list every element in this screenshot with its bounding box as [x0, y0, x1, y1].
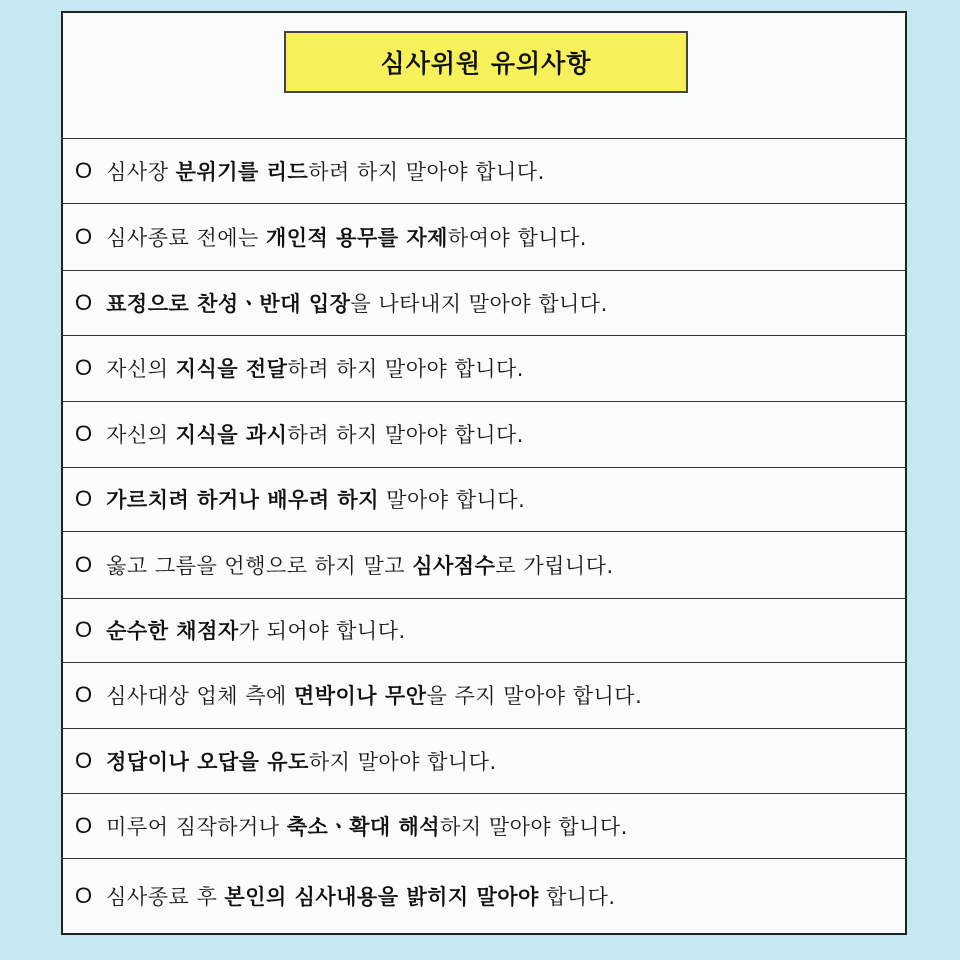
bullet-marker: O — [75, 682, 93, 707]
plain-text: 심사종료 후 — [106, 884, 225, 909]
guideline-text — [106, 746, 497, 776]
guideline-row — [63, 662, 905, 728]
plain-text: 심사장 — [106, 159, 176, 184]
plain-text: 하려 하지 말아야 합니다. — [287, 357, 524, 381]
emphasis-text: 축소ㆍ확대 해석 — [286, 814, 441, 839]
row-divider — [63, 203, 905, 204]
guideline-text — [106, 419, 524, 449]
bullet-marker: O — [75, 551, 93, 577]
plain-text: 을 나타내지 말아야 합니다. — [350, 291, 608, 316]
plain-text: 을 주지 말아야 합니다. — [426, 684, 643, 708]
bullet-marker: O — [75, 486, 93, 511]
row-divider — [63, 531, 905, 532]
plain-text: 하려 하지 말아야 합니다. — [308, 159, 545, 184]
emphasis-text: 표정으로 찬성ㆍ반대 입장 — [106, 291, 351, 316]
plain-text: 하여야 합니다. — [447, 225, 587, 250]
guideline-row — [63, 598, 905, 662]
guideline-text — [106, 484, 525, 514]
bullet-marker: O — [75, 355, 93, 380]
plain-text: 자신의 — [106, 357, 176, 381]
guideline-row — [63, 335, 905, 401]
row-divider — [63, 598, 905, 599]
guideline-text — [106, 615, 406, 645]
row-divider — [63, 138, 905, 139]
guideline-text — [106, 353, 524, 383]
guideline-text — [106, 156, 545, 186]
plain-text: 심사대상 업체 측에 — [106, 684, 294, 708]
row-divider — [63, 467, 905, 468]
emphasis-text: 정답이나 오답을 유도 — [106, 749, 309, 774]
plain-text: 하지 말아야 합니다. — [308, 749, 497, 774]
plain-text: 심사종료 전에는 — [106, 225, 266, 250]
guideline-text — [106, 288, 608, 318]
page-title: 심사위원 유의사항 — [380, 49, 592, 78]
bullet-marker: O — [75, 747, 93, 773]
emphasis-text: 분위기를 리드 — [175, 159, 309, 184]
plain-text: 하려 하지 말아야 합니다. — [287, 423, 524, 447]
emphasis-text: 본인의 심사내용을 밝히지 말아야 — [224, 884, 539, 909]
plain-text: 가 되어야 합니다. — [238, 619, 406, 643]
emphasis-text: 순수한 채점자 — [106, 619, 239, 643]
row-divider — [63, 728, 905, 729]
plain-text: 하지 말아야 합니다. — [440, 814, 628, 839]
bullet-marker: O — [75, 882, 93, 908]
row-divider — [63, 401, 905, 402]
guideline-row — [63, 138, 905, 203]
plain-text: 옳고 그름을 언행으로 하지 말고 — [106, 553, 413, 578]
emphasis-text: 심사점수 — [412, 553, 496, 578]
guideline-row — [63, 203, 905, 270]
guideline-row — [63, 467, 905, 531]
guideline-row — [63, 270, 905, 335]
guideline-row — [63, 793, 905, 858]
bullet-marker: O — [75, 421, 93, 446]
plain-text: 로 가립니다. — [495, 553, 614, 578]
guideline-text — [106, 680, 642, 710]
emphasis-text: 지식을 전달 — [175, 357, 288, 381]
plain-text: 합니다. — [538, 884, 616, 909]
guideline-text — [106, 222, 587, 252]
guideline-text — [106, 881, 615, 911]
row-divider — [63, 335, 905, 336]
guideline-text — [106, 550, 614, 580]
guideline-row — [63, 531, 905, 598]
bullet-marker: O — [75, 812, 93, 838]
emphasis-text: 지식을 과시 — [175, 423, 288, 447]
guidelines-sheet — [61, 11, 907, 935]
bullet-marker: O — [75, 289, 93, 315]
row-divider — [63, 793, 905, 794]
row-divider — [63, 270, 905, 271]
plain-text: 미루어 짐작하거나 — [106, 814, 287, 839]
guideline-text — [106, 811, 628, 841]
row-divider — [63, 662, 905, 663]
guideline-row — [63, 401, 905, 467]
emphasis-text: 면박이나 무안 — [293, 684, 427, 708]
guideline-row — [63, 728, 905, 793]
title-banner — [284, 31, 688, 93]
guideline-row — [63, 858, 905, 933]
emphasis-text: 개인적 용무를 자제 — [265, 225, 448, 250]
bullet-marker: O — [75, 617, 93, 642]
plain-text: 말아야 합니다. — [379, 488, 526, 512]
bullet-marker: O — [75, 223, 93, 249]
emphasis-text: 가르치려 하거나 배우려 하지 — [106, 488, 379, 512]
plain-text: 자신의 — [106, 423, 176, 447]
row-divider — [63, 858, 905, 859]
bullet-marker: O — [75, 157, 93, 183]
